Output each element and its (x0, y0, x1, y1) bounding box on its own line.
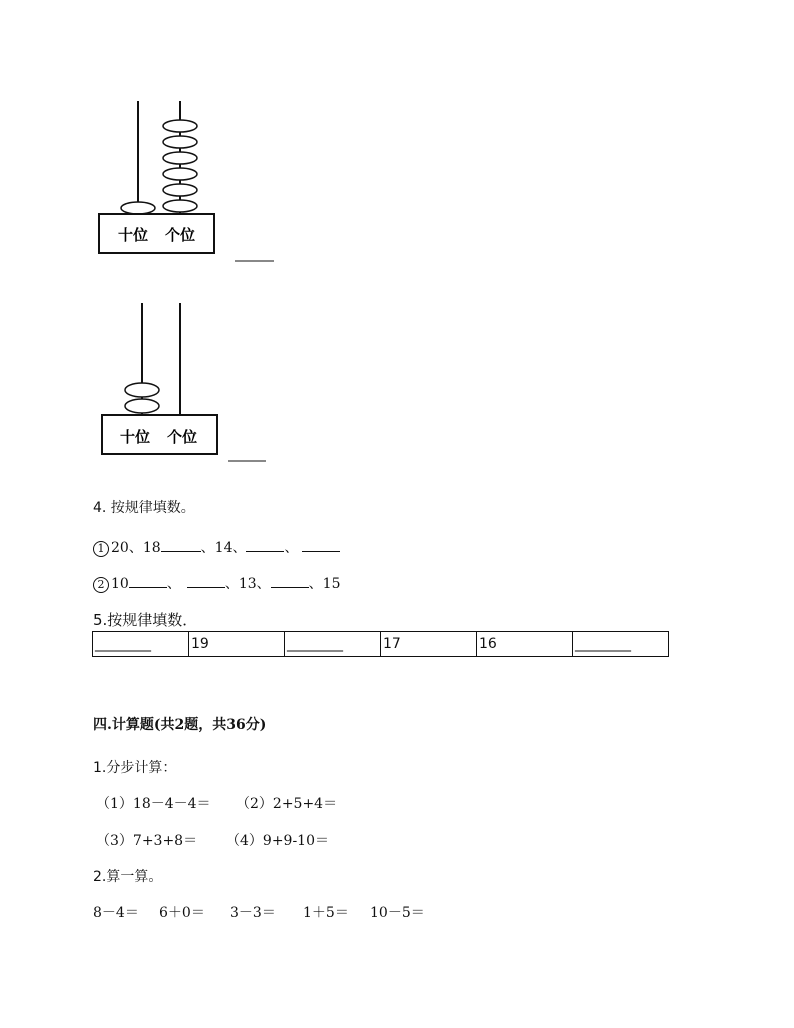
q4-line-2: 2 10 、 、13、 、15 (93, 573, 340, 593)
q5-title: 5.按规律填数． (93, 611, 198, 629)
bead (163, 136, 197, 148)
calc1-problem-2: （2）2+5+4＝ (236, 796, 338, 812)
answer-blank[interactable] (246, 550, 284, 552)
ones-label: 个位 (165, 226, 196, 244)
calc2-item: 1＋5＝ (303, 905, 349, 921)
calc1-problem-4: （4）9+9-10＝ (226, 833, 329, 849)
q4-title: 4. 按规律填数。 (93, 500, 195, 516)
answer-blank[interactable] (187, 586, 225, 588)
calc2-item: 6＋0＝ (159, 905, 205, 921)
table-cell[interactable]: ________ (93, 632, 189, 657)
abacus-frame (99, 214, 214, 253)
abacus-diagram-1 (96, 98, 286, 268)
answer-blank[interactable] (302, 550, 340, 552)
calc1-problem-1: （1）18－4－4＝ (96, 796, 211, 812)
bead (163, 184, 197, 196)
calc2-title: 2.算一算。 (93, 869, 163, 885)
tens-label: 十位 (120, 428, 151, 446)
circled-number-2: 2 (93, 577, 109, 593)
tens-bead (121, 202, 155, 214)
table-cell: 19 (189, 632, 285, 657)
bead (125, 383, 159, 397)
circled-number-1: 1 (93, 541, 109, 557)
answer-blank[interactable] (161, 550, 201, 552)
bead (163, 200, 197, 212)
bead (163, 168, 197, 180)
bead (163, 152, 197, 164)
section-title: 四.计算题(共2题，共36分) (93, 717, 267, 733)
table-cell: 17 (381, 632, 477, 657)
table-row (93, 632, 669, 657)
bead (163, 120, 197, 132)
table-cell[interactable]: ________ (285, 632, 381, 657)
answer-blank[interactable] (129, 586, 167, 588)
table-cell[interactable]: ________ (573, 632, 669, 657)
answer-blank[interactable] (271, 586, 309, 588)
calc2-item: 8－4＝ (93, 905, 139, 921)
sequence-table (92, 631, 669, 657)
calc2-item: 3－3＝ (230, 905, 276, 921)
calc1-title: 1.分步计算： (93, 760, 177, 776)
calc1-problem-3: （3）7+3+8＝ (96, 833, 198, 849)
calc2-item: 10－5＝ (370, 905, 425, 921)
tens-label: 十位 (118, 226, 149, 244)
bead (125, 399, 159, 413)
q4-line-1: 1 20、18 、14、 、 (93, 537, 340, 557)
table-cell: 16 (477, 632, 573, 657)
abacus-diagram-2 (98, 300, 288, 470)
ones-label: 个位 (167, 428, 198, 446)
